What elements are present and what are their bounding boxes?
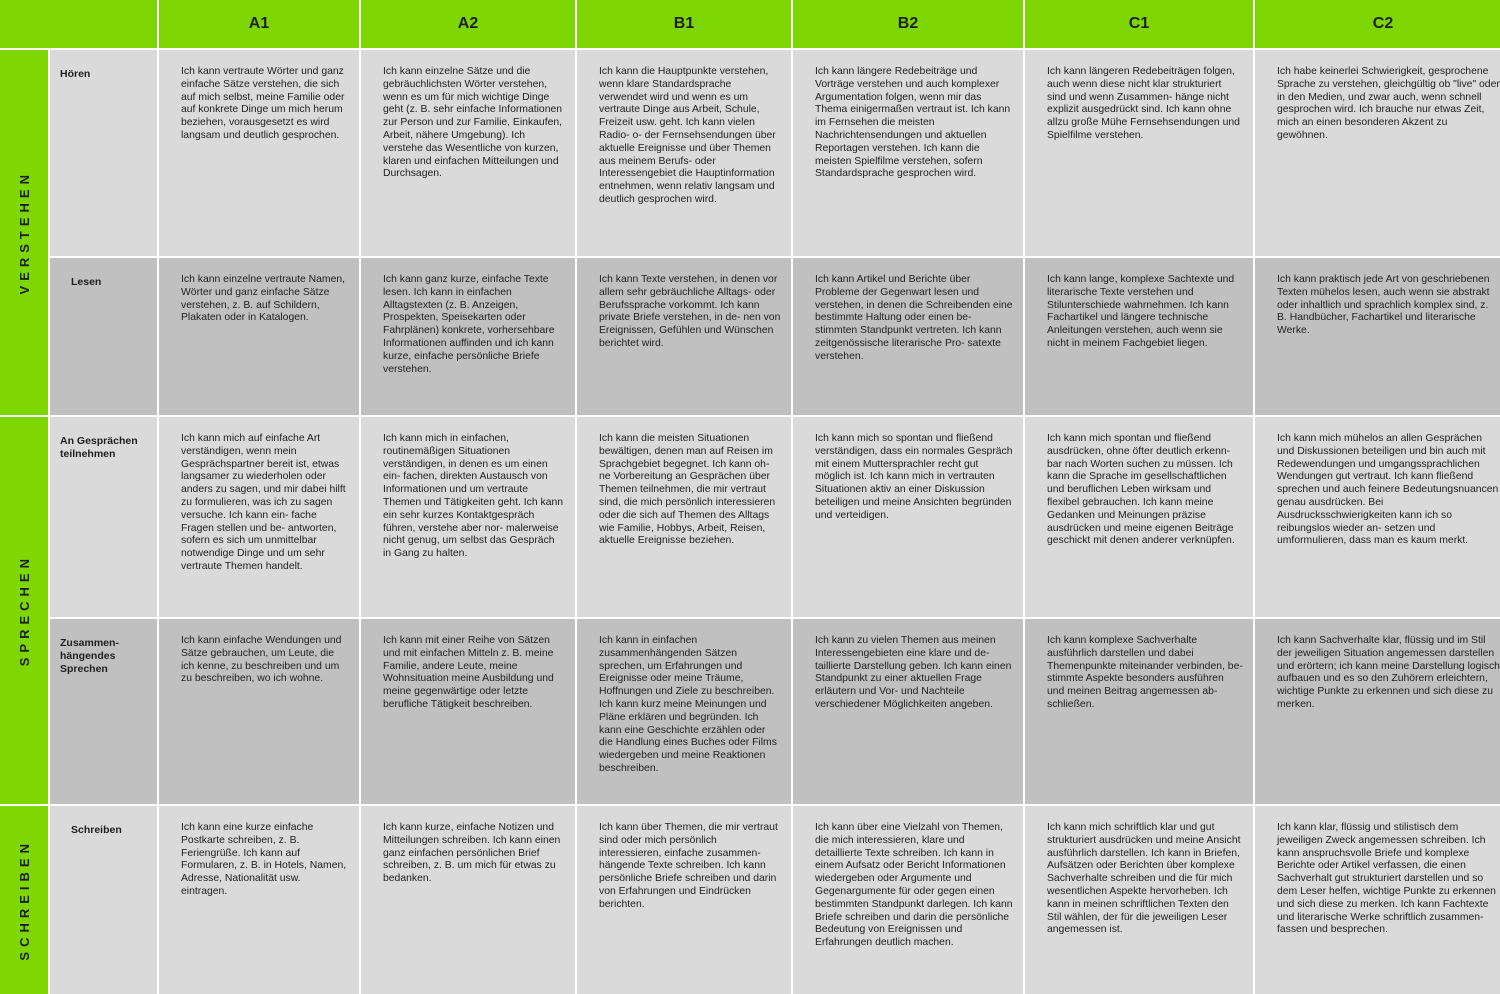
table-cell: Ich kann einfache Wendungen und Sätze gebrauchen, um Leute, die ich kenne, zu beschreiben und um zu beschreiben, wo ich wohne. [159,619,359,804]
table-cell: Ich kann Texte verstehen, in denen vor allem sehr gebräuchliche Alltags- oder Berufssprache vorkommt. Ich kann private Briefe verstehen, in de- nen von Ereignissen, Gefühlen und Wünschen berichtet wird. [577,258,791,415]
header-level-c2: C2 [1255,0,1500,48]
category-label: SPRECHEN [16,554,32,667]
table-cell: Ich kann einzelne Sätze und die gebräuchlichsten Wörter verstehen, wenn es um für mich wichtige Dinge geht (z. B. sehr einfache Informationen zur Person und zur Familie, Einkaufen, Arbeit, nähere Umgebung). Ich verstehe das Wesentliche von kurzen, klaren und einfachen Mitteilungen und Durchsagen. [361,50,575,256]
header-level-a1: A1 [159,0,359,48]
header-level-a2: A2 [361,0,575,48]
skill-label-lesen: Lesen [50,258,157,415]
table-cell: Ich kann mich so spontan und fließend verständigen, dass ein normales Gespräch mit einem Muttersprachler recht gut möglich ist. Ich kann mich in vertrauten Situationen aktiv an einer Diskussion beteiligen und meine Ansichten begründen und verteidigen. [793,417,1023,617]
table-cell: Ich kann ganz kurze, einfache Texte lesen. Ich kann in einfachen Alltagstexten (z. B. Anzeigen, Prospekten, Speisekarten oder Fahrplänen) konkrete, vorhersehbare Informationen auffinden und ich kann kurze, einfache persönliche Briefe verstehen. [361,258,575,415]
skill-label-schreiben: Schreiben [50,806,157,994]
skill-label-zusammenhaengendes-sprechen: Zusammen- hängendes Sprechen [50,619,157,804]
category-label: VERSTEHEN [16,170,32,295]
table-cell: Ich kann die Hauptpunkte verstehen, wenn klare Standardsprache verwendet wird und wenn es um vertraute Dinge aus Arbeit, Schule, Freizeit usw. geht. Ich kann vielen Radio- o- der Fernsehsendungen über aktuelle Ereignisse und über Themen aus meinem Berufs- oder Interessengebiet die Hauptinformation entnehmen, wenn relativ langsam und deutlich gesprochen wird. [577,50,791,256]
table-cell: Ich kann in einfachen zusammenhängenden Sätzen sprechen, um Erfahrungen und Ereignisse oder meine Träume, Hoffnungen und Ziele zu beschreiben. Ich kann kurz meine Meinungen und Pläne erklären und begründen. Ich kann eine Geschichte erzählen oder die Handlung eines Buches oder Films wiedergeben und meine Reaktionen beschreiben. [577,619,791,804]
header-level-c1: C1 [1025,0,1253,48]
table-cell: Ich kann über eine Vielzahl von Themen, die mich interessieren, klare und detaillierte Texte schreiben. Ich kann in einem Aufsatz oder Bericht Informationen wiedergeben oder Argumente und Gegenargumente für oder gegen einen bestimmten Standpunkt darlegen. Ich kann Briefe schreiben und darin die persönliche Bedeutung von Ereignissen und Erfahrungen deutlich machen. [793,806,1023,994]
table-cell: Ich kann mich spontan und fließend ausdrücken, ohne öfter deutlich erkenn- bar nach Worten suchen zu müssen. Ich kann die Sprache im gesellschaftlichen und beruflichen Leben wirksam und flexibel gebrauchen. Ich kann meine Gedanken und Meinungen präzise ausdrücken und meine eigenen Beiträge geschickt mit denen anderer verknüpfen. [1025,417,1253,617]
table-cell: Ich kann kurze, einfache Notizen und Mitteilungen schreiben. Ich kann einen ganz einfachen persönlichen Brief schreiben, z. B. um mich für etwas zu bedanken. [361,806,575,994]
category-sprechen [0,417,48,804]
table-cell: Ich kann längere Redebeiträge und Vorträge verstehen und auch komplexer Argumentation folgen, wenn mir das Thema einigermaßen vertraut ist. Ich kann im Fernsehen die meisten Nachrichtensendungen und aktuellen Reportagen verstehen. Ich kann die meisten Spielfilme verstehen, sofern Standardsprache gesprochen wird. [793,50,1023,256]
table-cell: Ich kann mich mühelos an allen Gesprächen und Diskussionen beteiligen und bin auch mit Redewendungen und umgangssprachlichen Wendungen gut vertraut. Ich kann fließend sprechen und auch feinere Bedeutungsnuancen genau ausdrücken. Bei Ausdrucksschwierigkeiten kann ich so reibungslos wieder an- setzen und umformulieren, dass man es kaum merkt. [1255,417,1500,617]
table-cell: Ich kann mich schriftlich klar und gut strukturiert ausdrücken und meine Ansicht ausführlich darstellen. Ich kann in Briefen, Aufsätzen oder Berichten über komplexe Sachverhalte schreiben und die für mich wesentlichen Aspekte hervorheben. Ich kann in meinen schriftlichen Texten den Stil wählen, der für die jeweiligen Leser angemessen ist. [1025,806,1253,994]
table-cell: Ich kann zu vielen Themen aus meinen Interessengebieten eine klare und de- taillierte Darstellung geben. Ich kann einen Standpunkt zu einer aktuellen Frage erläutern und Vor- und Nachteile verschiedener Möglichkeiten angeben. [793,619,1023,804]
table-cell: Ich kann komplexe Sachverhalte ausführlich darstellen und dabei Themenpunkte miteinander verbinden, be- stimmte Aspekte besonders ausführen und meinen Beitrag angemessen ab- schließen. [1025,619,1253,804]
table-cell: Ich kann praktisch jede Art von geschriebenen Texten mühelos lesen, auch wenn sie abstrakt oder inhaltlich und sprachlich komplex sind, z. B. Handbücher, Fachartikel und literarische Werke. [1255,258,1500,415]
table-cell: Ich kann längeren Redebeiträgen folgen, auch wenn diese nicht klar strukturiert sind und wenn Zusammen- hänge nicht explizit ausgedrückt sind. Ich kann ohne allzu große Mühe Fernsehsendungen und Spielfilme verstehen. [1025,50,1253,256]
table-cell: Ich habe keinerlei Schwierigkeit, gesprochene Sprache zu verstehen, gleichgültig ob "live" oder in den Medien, und zwar auch, wenn schnell gesprochen wird. Ich brauche nur etwas Zeit, mich an einen besonderen Akzent zu gewöhnen. [1255,50,1500,256]
table-cell: Ich kann über Themen, die mir vertraut sind oder mich persönlich interessieren, einfache zusammen- hängende Texte schreiben. Ich kann persönliche Briefe schreiben und darin von Erfahrungen und Eindrücken berichten. [577,806,791,994]
table-cell: Ich kann Artikel und Berichte über Probleme der Gegenwart lesen und verstehen, in denen die Schreibenden eine bestimmte Haltung oder einen be- stimmten Standpunkt vertreten. Ich kann zeitgenössische literarische Pro- satexte verstehen. [793,258,1023,415]
table-cell: Ich kann die meisten Situationen bewältigen, denen man auf Reisen im Sprachgebiet begegnet. Ich kann oh- ne Vorbereitung an Gesprächen über Themen teilnehmen, die mir vertraut sind, die mich persönlich interessieren oder die sich auf Themen des Alltags wie Familie, Hobbys, Arbeit, Reisen, aktuelle Ereignisse beziehen. [577,417,791,617]
table-cell: Ich kann vertraute Wörter und ganz einfache Sätze verstehen, die sich auf mich selbst, meine Familie oder auf konkrete Dinge um mich herum beziehen, vorausgesetzt es wird langsam und deutlich gesprochen. [159,50,359,256]
header-level-b2: B2 [793,0,1023,48]
category-verstehen [0,50,48,415]
table-cell: Ich kann mich auf einfache Art verständigen, wenn mein Gesprächspartner bereit ist, etwas langsamer zu wiederholen oder anders zu sagen, und mir dabei hilft zu formulieren, was ich zu sagen versuche. Ich kann ein- fache Fragen stellen und be- antworten, sofern es sich um unmittelbar notwendige Dinge und um sehr vertraute Themen handelt. [159,417,359,617]
table-cell: Ich kann Sachverhalte klar, flüssig und im Stil der jeweiligen Situation angemessen darstellen und erörtern; ich kann meine Darstellung logisch aufbauen und es so den Zuhörern erleichtern, wichtige Punkte zu erkennen und sich diese zu merken. [1255,619,1500,804]
table-cell: Ich kann mit einer Reihe von Sätzen und mit einfachen Mitteln z. B. meine Familie, andere Leute, meine Wohnsituation meine Ausbildung und meine gegenwärtige oder letzte berufliche Tätigkeit beschreiben. [361,619,575,804]
header-corner-cell [0,0,157,48]
table-cell: Ich kann lange, komplexe Sachtexte und literarische Texte verstehen und Stilunterschiede wahrnehmen. Ich kann Fachartikel und längere technische Anleitungen verstehen, auch wenn sie nicht in meinem Fachgebiet liegen. [1025,258,1253,415]
category-schreiben [0,806,48,994]
table-cell: Ich kann einzelne vertraute Namen, Wörter und ganz einfache Sätze verstehen, z. B. auf Schildern, Plakaten oder in Katalogen. [159,258,359,415]
table-cell: Ich kann klar, flüssig und stilistisch dem jeweiligen Zweck angemessen schreiben. Ich kann anspruchsvolle Briefe und komplexe Berichte oder Artikel verfassen, die einen Sachverhalt gut strukturiert darstellen und so dem Leser helfen, wichtige Punkte zu erkennen und sich diese zu merken. Ich kann Fachtexte und literarische Werke schriftlich zusammen- fassen und besprechen. [1255,806,1500,994]
skill-label-hoeren: Hören [50,50,157,256]
table-cell: Ich kann mich in einfachen, routinemäßigen Situationen verständigen, in denen es um einen ein- fachen, direkten Austausch von Informationen und um vertraute Themen und Tätigkeiten geht. Ich kann ein sehr kurzes Kontaktgespräch führen, verstehe aber nor- malerweise nicht genug, um selbst das Gespräch in Gang zu halten. [361,417,575,617]
table-cell: Ich kann eine kurze einfache Postkarte schreiben, z. B. Feriengrüße. Ich kann auf Formularen, z. B. in Hotels, Namen, Adresse, Nationalität usw. eintragen. [159,806,359,994]
category-label: SCHREIBEN [16,839,32,961]
skill-label-an-gespraechen-teilnehmen: An Gesprächen teilnehmen [50,417,157,617]
header-level-b1: B1 [577,0,791,48]
